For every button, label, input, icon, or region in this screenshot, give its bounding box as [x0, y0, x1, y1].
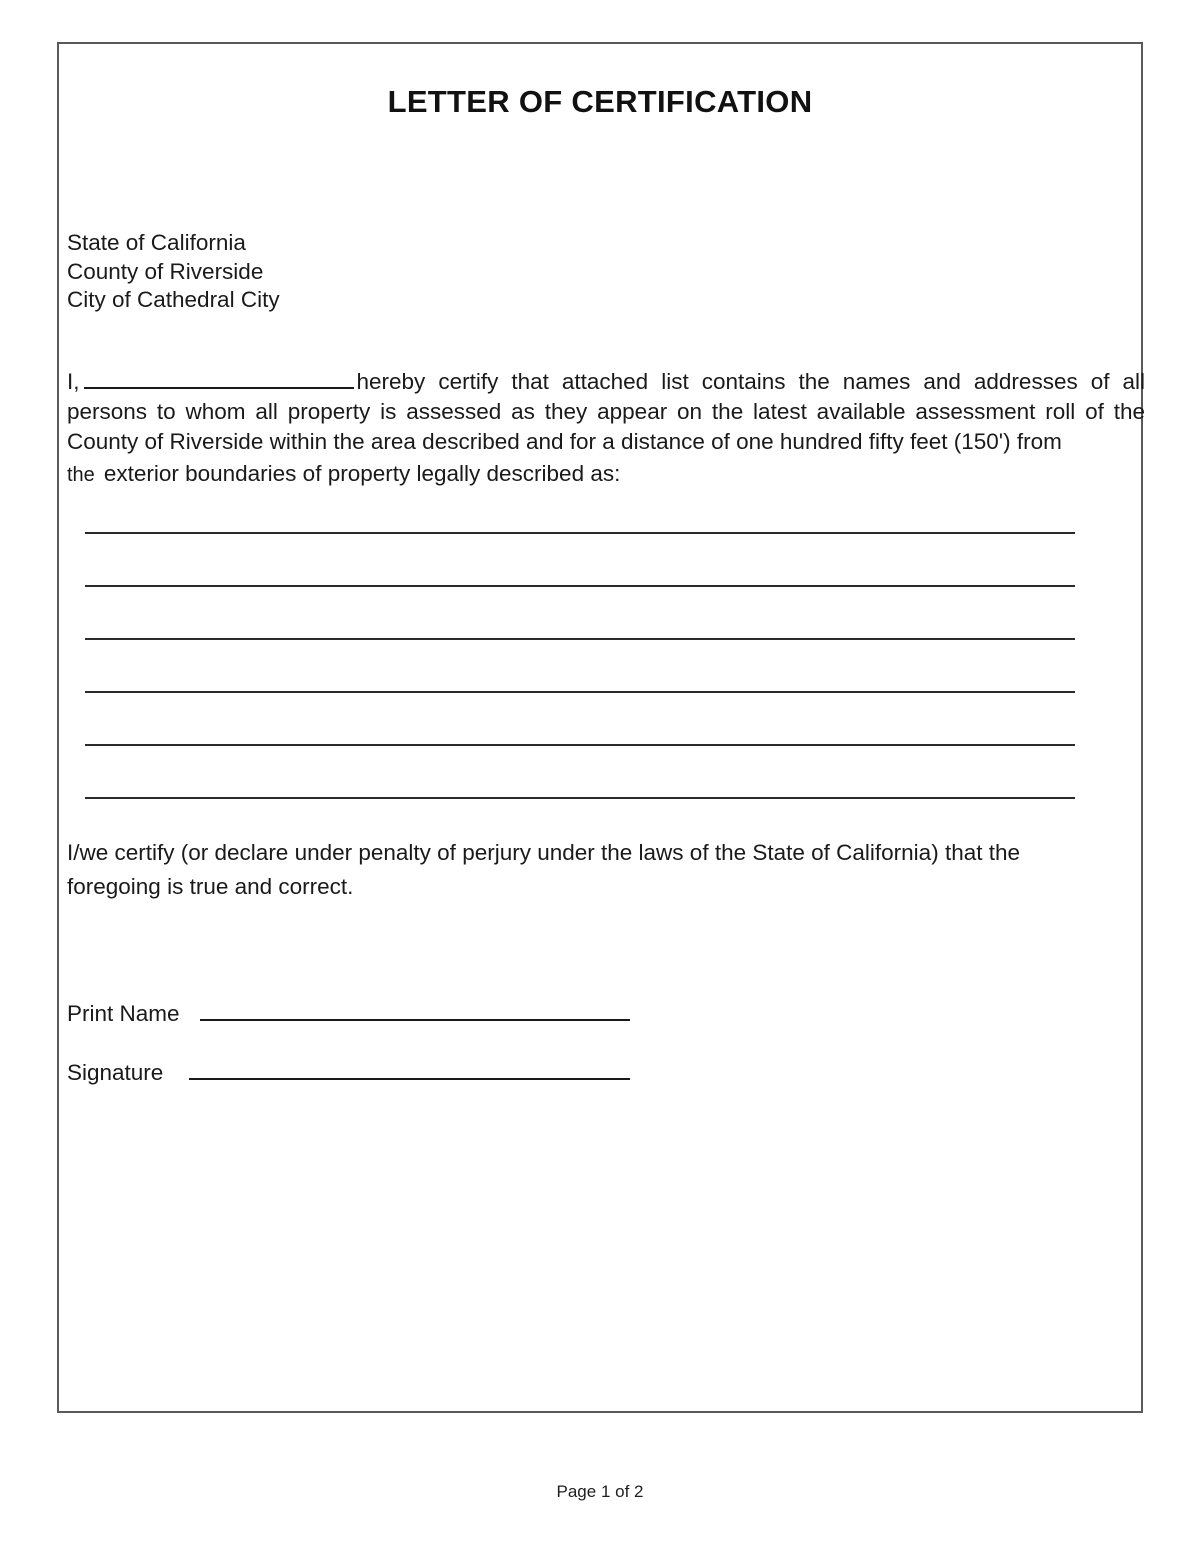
legal-description-line[interactable]	[85, 693, 1075, 746]
print-name-row	[67, 999, 630, 1058]
certify-tail-text: exterior boundaries of property legally described as:	[103, 461, 621, 486]
signature-row	[67, 1058, 630, 1117]
jurisdiction-county: County of Riverside	[67, 258, 264, 284]
legal-description-line[interactable]	[85, 746, 1075, 799]
page-title: LETTER OF CERTIFICATION	[387, 84, 813, 119]
certify-tail-the: the	[67, 464, 95, 486]
page-content-area	[59, 44, 1145, 1411]
signature-label: Signature	[67, 1060, 164, 1085]
document-page	[57, 42, 1143, 1413]
certifier-name-blank[interactable]	[84, 370, 354, 389]
jurisdiction-block	[67, 229, 280, 315]
legal-description-lines	[85, 481, 1075, 799]
print-name-label: Print Name	[67, 1001, 180, 1026]
legal-description-line[interactable]	[85, 640, 1075, 693]
legal-description-line[interactable]	[85, 587, 1075, 640]
signature-field[interactable]	[189, 1058, 630, 1080]
certify-prefix-text: I,	[67, 369, 80, 394]
legal-description-line[interactable]	[85, 534, 1075, 587]
legal-description-line[interactable]	[85, 481, 1075, 534]
certification-paragraph	[67, 367, 1145, 490]
jurisdiction-state: State of California	[67, 230, 246, 255]
jurisdiction-city: City of Cathedral City	[67, 287, 280, 312]
perjury-statement: I/we certify (or declare under penalty of perjury under the laws of the State of California) that the foregoing is true and correct.	[67, 840, 1020, 899]
page-footer: Page 1 of 2	[556, 1482, 644, 1501]
signature-block	[67, 999, 630, 1117]
print-name-field[interactable]	[200, 999, 630, 1021]
certify-body-text: hereby certify that attached list contains the names and addresses of all persons to whom all property is assessed as they appear on the latest available assessment roll of the County of Riverside within the area described and for a distance of one hundred fifty feet (150') from	[67, 369, 1145, 454]
